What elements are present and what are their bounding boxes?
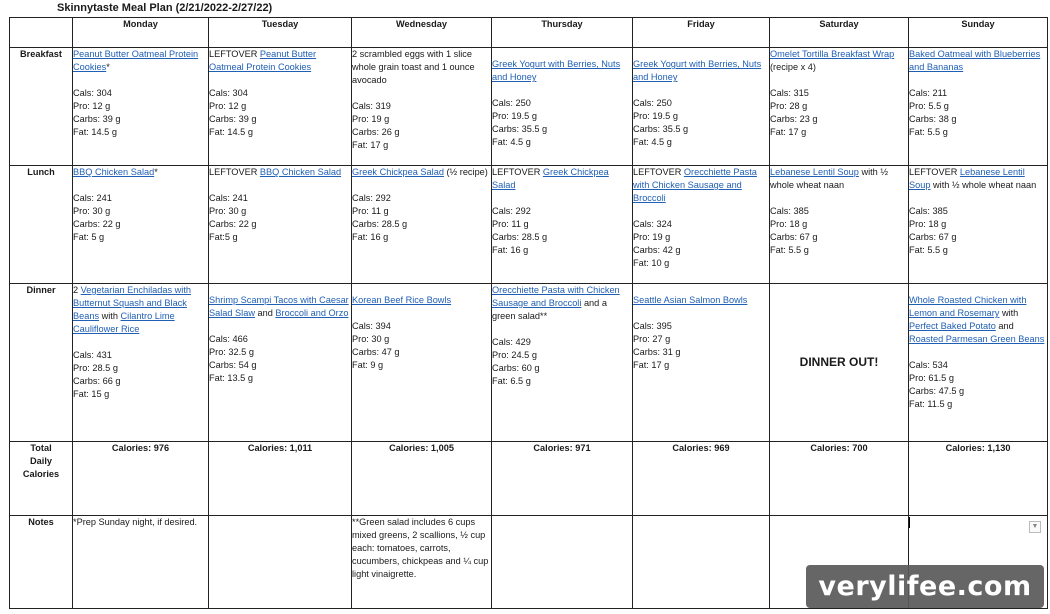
calories: Cals: 395 [633, 321, 672, 331]
calories: Cals: 324 [633, 219, 672, 229]
notes-wednesday[interactable] [352, 516, 492, 609]
recipe-link[interactable]: Greek Chickpea Salad [352, 167, 444, 177]
cell-text: with ½ whole wheat naan [770, 167, 888, 190]
totals-label-line2: Daily [30, 456, 52, 466]
day-header-thursday: Thursday [492, 18, 633, 48]
page-title: Skinnytaste Meal Plan (2/21/2022-2/27/22) [57, 2, 273, 14]
day-header-friday: Friday [633, 18, 770, 48]
dinner-row [10, 284, 1048, 442]
recipe-link[interactable]: Shrimp Scampi Tacos with Caesar Salad Slaw [209, 295, 349, 318]
note-text: *Prep Sunday night, if desired. [73, 517, 198, 527]
fat: Fat: 4.5 g [492, 137, 531, 147]
recipe-link[interactable]: Peanut Butter Oatmeal Protein Cookies [209, 49, 317, 72]
calories: Cals: 534 [909, 360, 948, 370]
note-text: **Green salad includes 6 cups mixed greens, 2 scallions, ½ cup each: tomatoes, carrots, cucumbers, chickpeas and ¼ cup light vinaigrette. [352, 517, 489, 579]
calories: Cals: 385 [770, 206, 809, 216]
carbs: Carbs: 39 g [209, 114, 257, 124]
row-label-notes: Notes [10, 516, 73, 609]
recipe-link[interactable]: Orecchiette Pasta with Chicken Sausage and Broccoli [633, 167, 757, 203]
protein: Pro: 19.5 g [492, 111, 537, 121]
protein: Pro: 12 g [209, 101, 247, 111]
calories: Cals: 394 [352, 321, 391, 331]
row-label-breakfast: Breakfast [10, 48, 73, 166]
day-header-wednesday: Wednesday [352, 18, 492, 48]
carbs: Carbs: 35.5 g [492, 124, 548, 134]
lunch-monday [73, 166, 209, 284]
breakfast-saturday [770, 48, 909, 166]
lunch-tuesday [209, 166, 352, 284]
protein: Pro: 30 g [209, 206, 247, 216]
lunch-wednesday [352, 166, 492, 284]
protein: Pro: 19 g [633, 232, 671, 242]
fat: Fat: 4.5 g [633, 137, 672, 147]
watermark: verylifee.com [806, 565, 1044, 608]
calories: Cals: 466 [209, 334, 248, 344]
fat: Fat:5 g [209, 232, 238, 242]
fat: Fat: 14.5 g [209, 127, 253, 137]
calories: Cals: 304 [73, 88, 112, 98]
protein: Pro: 19 g [352, 114, 390, 124]
totals-label-line3: Calories [22, 469, 60, 479]
dinner-saturday [770, 284, 909, 442]
protein: Pro: 19.5 g [633, 111, 678, 121]
cell-text: * [154, 167, 158, 177]
fat: Fat: 17 g [633, 360, 670, 370]
recipe-link[interactable]: Peanut Butter Oatmeal Protein Cookies [73, 49, 199, 72]
calories: Cals: 241 [209, 193, 248, 203]
fat: Fat: 17 g [770, 127, 807, 137]
notes-friday[interactable] [633, 516, 770, 609]
fat: Fat: 5.5 g [909, 127, 948, 137]
recipe-link[interactable]: Lebanese Lentil Soup [770, 167, 859, 177]
protein: Pro: 11 g [352, 206, 389, 216]
carbs: Carbs: 54 g [209, 360, 257, 370]
carbs: Carbs: 28.5 g [352, 219, 408, 229]
breakfast-row [10, 48, 1048, 166]
calories: Cals: 211 [909, 88, 948, 98]
carbs: Carbs: 23 g [770, 114, 818, 124]
notes-thursday[interactable] [492, 516, 633, 609]
dinner-friday [633, 284, 770, 442]
recipe-link[interactable]: Roasted Parmesan Green Beans [909, 334, 1045, 344]
dinner-thursday [492, 284, 633, 442]
text-cursor [909, 517, 910, 528]
carbs: Carbs: 60 g [492, 363, 540, 373]
row-label-dinner: Dinner [10, 284, 73, 442]
cell-text: and a green salad** [492, 298, 607, 321]
cell-text: and [254, 308, 276, 318]
total-saturday: Calories: 700 [770, 442, 909, 516]
lunch-friday [633, 166, 770, 284]
fat: Fat: 5 g [73, 232, 105, 242]
recipe-link[interactable]: BBQ Chicken Salad [73, 167, 155, 177]
lunch-saturday [770, 166, 909, 284]
day-header-tuesday: Tuesday [209, 18, 352, 48]
fat: Fat: 16 g [492, 245, 529, 255]
recipe-link[interactable]: Perfect Baked Potato [909, 321, 996, 331]
carbs: Carbs: 38 g [909, 114, 957, 124]
fat: Fat: 16 g [352, 232, 389, 242]
calories: Cals: 319 [352, 101, 391, 111]
calories: Cals: 315 [770, 88, 809, 98]
protein: Pro: 32.5 g [209, 347, 254, 357]
cell-text: with [999, 308, 1019, 318]
carbs: Carbs: 22 g [209, 219, 257, 229]
fat: Fat: 15 g [73, 389, 110, 399]
meal-plan-table [9, 17, 1048, 609]
protein: Pro: 18 g [770, 219, 808, 229]
total-monday: Calories: 976 [73, 442, 209, 516]
protein: Pro: 61.5 g [909, 373, 954, 383]
lunch-thursday [492, 166, 633, 284]
total-sunday: Calories: 1,130 [909, 442, 1048, 516]
fat: Fat: 11.5 g [909, 399, 953, 409]
lunch-sunday [909, 166, 1048, 284]
row-label-totals [10, 442, 73, 516]
header-row [10, 18, 1048, 48]
total-wednesday: Calories: 1,005 [352, 442, 492, 516]
cell-text: * [106, 62, 110, 72]
calories: Cals: 304 [209, 88, 248, 98]
calories: Cals: 250 [492, 98, 531, 108]
carbs: Carbs: 47 g [352, 347, 400, 357]
calories: Cals: 385 [909, 206, 948, 216]
notes-monday[interactable] [73, 516, 209, 609]
cell-text: LEFTOVER [633, 167, 684, 177]
carbs: Carbs: 26 g [352, 127, 400, 137]
protein: Pro: 11 g [492, 219, 529, 229]
calories: Cals: 250 [633, 98, 672, 108]
cell-text: (recipe x 4) [770, 62, 816, 72]
recipe-link[interactable]: Cilantro Lime Cauliflower Rice [73, 311, 175, 334]
fat: Fat: 13.5 g [209, 373, 253, 383]
total-friday: Calories: 969 [633, 442, 770, 516]
totals-label-line1: Total [30, 443, 52, 453]
recipe-link[interactable]: Seattle Asian Salmon Bowls [633, 295, 748, 305]
cell-text: with ½ whole wheat naan [930, 180, 1037, 190]
recipe-link[interactable]: Greek Yogurt with Berries, Nuts and Honey [492, 59, 621, 82]
protein: Pro: 5.5 g [909, 101, 949, 111]
cell-text: LEFTOVER [209, 49, 260, 59]
protein: Pro: 28 g [770, 101, 808, 111]
recipe-link[interactable]: Broccoli and Orzo [275, 308, 349, 318]
protein: Pro: 12 g [73, 101, 111, 111]
dinner-out-label: DINNER OUT! [799, 355, 879, 369]
carbs: Carbs: 47.5 g [909, 386, 965, 396]
protein: Pro: 28.5 g [73, 363, 118, 373]
total-thursday: Calories: 971 [492, 442, 633, 516]
cell-text: (½ recipe) [443, 167, 488, 177]
recipe-link[interactable]: Korean Beef Rice Bowls [352, 295, 452, 305]
fat: Fat: 9 g [352, 360, 384, 370]
breakfast-friday [633, 48, 770, 166]
recipe-link[interactable]: Lebanese Lentil Soup [909, 167, 1025, 190]
cell-text: 2 scrambled eggs with 1 slice whole grain toast and 1 ounce avocado [352, 49, 475, 85]
breakfast-monday [73, 48, 209, 166]
breakfast-wednesday [352, 48, 492, 166]
carbs: Carbs: 42 g [633, 245, 681, 255]
carbs: Carbs: 67 g [770, 232, 818, 242]
carbs: Carbs: 31 g [633, 347, 681, 357]
recipe-link[interactable]: Greek Yogurt with Berries, Nuts and Honey [633, 59, 762, 82]
day-header-monday: Monday [73, 18, 209, 48]
fat: Fat: 10 g [633, 258, 670, 268]
breakfast-thursday [492, 48, 633, 166]
protein: Pro: 24.5 g [492, 350, 537, 360]
day-header-sunday: Sunday [909, 18, 1048, 48]
calories: Cals: 241 [73, 193, 112, 203]
carbs: Carbs: 35.5 g [633, 124, 689, 134]
carbs: Carbs: 39 g [73, 114, 121, 124]
cell-text: LEFTOVER [909, 167, 960, 177]
cell-text: with [99, 311, 121, 321]
recipe-link[interactable]: Greek Chickpea Salad [492, 167, 609, 190]
fat: Fat: 17 g [352, 140, 389, 150]
recipe-link[interactable]: BBQ Chicken Salad [259, 167, 342, 177]
calories: Cals: 431 [73, 350, 112, 360]
carbs: Carbs: 66 g [73, 376, 121, 386]
calories: Cals: 429 [492, 337, 531, 347]
recipe-link[interactable]: Whole Roasted Chicken with Lemon and Rosemary [909, 295, 1027, 318]
breakfast-sunday [909, 48, 1048, 166]
cell-text: 2 [73, 285, 81, 295]
cell-text: and [995, 321, 1014, 331]
fat: Fat: 14.5 g [73, 127, 117, 137]
row-label-lunch: Lunch [10, 166, 73, 284]
carbs: Carbs: 67 g [909, 232, 957, 242]
protein: Pro: 27 g [633, 334, 671, 344]
totals-row [10, 442, 1048, 516]
notes-tuesday[interactable] [209, 516, 352, 609]
chevron-down-icon[interactable]: ▼ [1029, 521, 1041, 533]
breakfast-tuesday [209, 48, 352, 166]
recipe-link[interactable]: Orecchiette Pasta with Chicken Sausage and Broccoli [492, 285, 620, 308]
protein: Pro: 30 g [73, 206, 111, 216]
dinner-tuesday [209, 284, 352, 442]
protein: Pro: 30 g [352, 334, 390, 344]
lunch-row [10, 166, 1048, 284]
total-tuesday: Calories: 1,011 [209, 442, 352, 516]
protein: Pro: 18 g [909, 219, 947, 229]
calories: Cals: 292 [352, 193, 391, 203]
recipe-link[interactable]: Vegetarian Enchiladas with Butternut Squash and Black Beans [73, 285, 191, 321]
cell-text: LEFTOVER [492, 167, 543, 177]
dinner-monday [73, 284, 209, 442]
carbs: Carbs: 22 g [73, 219, 121, 229]
calories: Cals: 292 [492, 206, 531, 216]
recipe-link[interactable]: Baked Oatmeal with Blueberries and Bananas [909, 49, 1041, 72]
carbs: Carbs: 28.5 g [492, 232, 548, 242]
fat: Fat: 6.5 g [492, 376, 531, 386]
cell-text: LEFTOVER [209, 167, 260, 177]
day-header-saturday: Saturday [770, 18, 909, 48]
fat: Fat: 5.5 g [770, 245, 809, 255]
dinner-wednesday [352, 284, 492, 442]
corner-cell [10, 18, 73, 48]
dinner-sunday [909, 284, 1048, 442]
fat: Fat: 5.5 g [909, 245, 948, 255]
recipe-link[interactable]: Omelet Tortilla Breakfast Wrap [770, 49, 895, 59]
